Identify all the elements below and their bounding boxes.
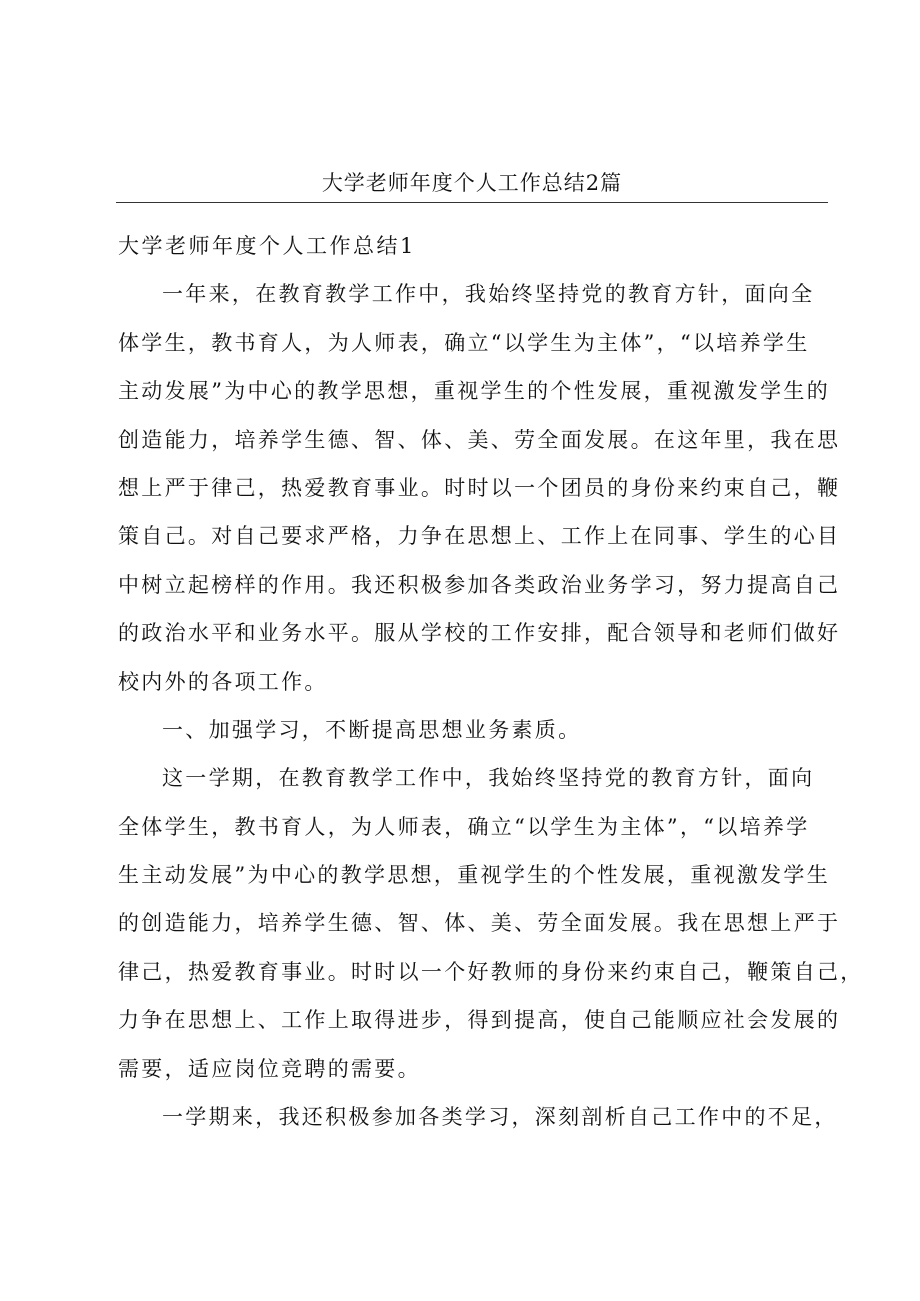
document-title: 大学老师年度个人工作总结2篇	[321, 171, 623, 195]
paragraph-line: 一年来，在教育教学工作中，我始终坚持党的教育方针，面向全	[162, 282, 815, 307]
paragraph-line: 力争在思想上、工作上取得进步，得到提高，使自己能顺应社会发展的	[118, 1008, 841, 1033]
document-body	[118, 222, 864, 1141]
paragraph-line: 的政治水平和业务水平。服从学校的工作安排，配合领导和老师们做好	[118, 621, 841, 646]
paragraph-line: 中树立起榜样的作用。我还积极参加各类政治业务学习，努力提高自己	[118, 572, 841, 597]
paragraph-line: 想上严于律己，热爱教育事业。时时以一个团员的身份来约束自己，鞭	[118, 475, 841, 500]
section-heading: 大学老师年度个人工作总结1	[118, 234, 416, 258]
paragraph-line: 这一学期，在教育教学工作中，我始终坚持党的教育方针，面向	[162, 766, 815, 791]
paragraph-line: 体学生，教书育人，为人师表，确立“以学生为主体”，“以培养学生	[118, 330, 810, 355]
paragraph-line: 需要，适应岗位竞聘的需要。	[118, 1056, 421, 1081]
header-divider	[116, 202, 828, 203]
paragraph-line: 律己，热爱教育事业。时时以一个好教师的身份来约束自己，鞭策自己，	[118, 959, 864, 984]
paragraph-3	[118, 1093, 838, 1141]
paragraph-line: 创造能力，培养学生德、智、体、美、劳全面发展。在这年里，我在思	[118, 427, 841, 452]
document-header	[116, 166, 828, 206]
paragraph-line: 的创造能力，培养学生德、智、体、美、劳全面发展。我在思想上严于	[118, 911, 841, 936]
paragraph-line: 全体学生，教书育人，为人师表，确立“以学生为主体”，“以培养学	[118, 814, 810, 839]
paragraph-line: 一学期来，我还积极参加各类学习，深刻剖析自己工作中的不足，	[162, 1105, 838, 1130]
paragraph-2	[118, 754, 864, 1093]
paragraph-1	[118, 270, 841, 706]
subheading: 一、加强学习，不断提高思想业务素质。	[162, 717, 582, 742]
paragraph-line: 校内外的各项工作。	[118, 669, 328, 694]
paragraph-line: 主动发展”为中心的教学思想，重视学生的个性发展，重视激发学生的	[118, 379, 831, 404]
paragraph-line: 生主动发展”为中心的教学思想，重视学生的个性发展，重视激发学生	[118, 863, 831, 888]
paragraph-line: 策自己。对自己要求严格，力争在思想上、工作上在同事、学生的心目	[118, 524, 841, 549]
